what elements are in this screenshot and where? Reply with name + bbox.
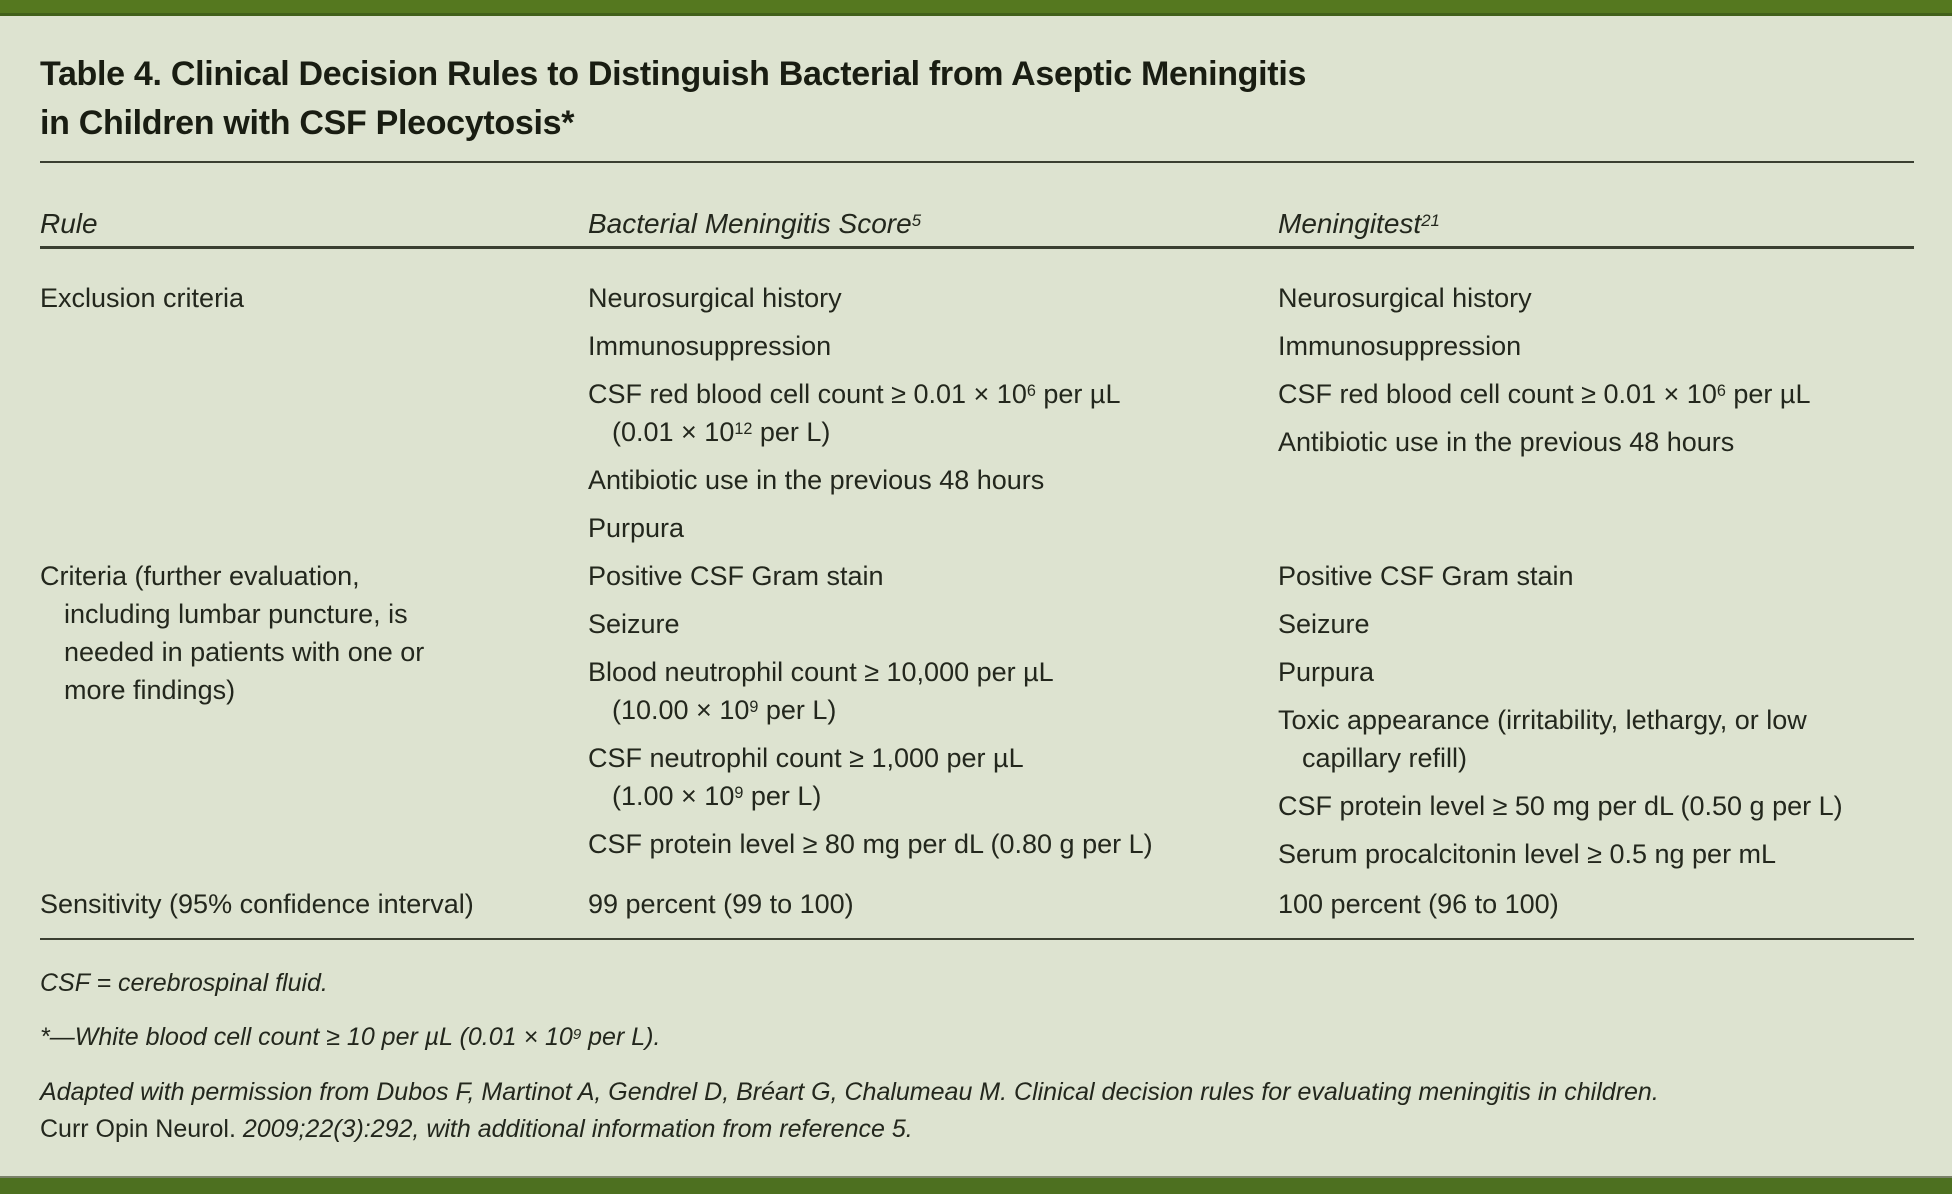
cell-bms-sensitivity — [588, 885, 1278, 923]
row-label — [40, 279, 588, 317]
row-label-continuation-line: needed in patients with one or — [64, 637, 425, 667]
footnote-text: *—White blood cell count ≥ 10 per µL (0.01 × 10 — [40, 1023, 573, 1051]
exponent-superscript: 6 — [1716, 382, 1726, 401]
criterion-line: Purpura — [588, 513, 685, 543]
bms-criterion — [588, 557, 1278, 595]
meningitest-criterion — [1278, 653, 1914, 691]
bms-sensitivity-value — [588, 885, 1278, 923]
table-body — [40, 249, 1914, 938]
cell-rule-sensitivity — [40, 885, 588, 923]
meningitest-criterion — [1278, 787, 1914, 825]
column-header-meningitest-reference-superscript: 21 — [1421, 210, 1440, 230]
exponent-superscript: 9 — [749, 698, 759, 717]
citation-line-1: Adapted with permission from Dubos F, Martinot A, Gendrel D, Bréart G, Chalumeau M. Clinical decision rules for evaluating meningitis in children. — [40, 1078, 1659, 1106]
table-title-line-1: Table 4. Clinical Decision Rules to Distinguish Bacterial from Aseptic Meningitis — [40, 55, 1307, 93]
column-header-bms-text: Bacterial Meningitis Score — [588, 208, 912, 239]
meningitest-criterion — [1278, 557, 1914, 595]
criterion-text: (10.00 × 10 — [612, 695, 750, 725]
cell-rule-exclusion — [40, 279, 588, 547]
footnote-citation — [40, 1074, 1914, 1148]
bms-criterion — [588, 739, 1278, 815]
column-header-rule: Rule — [40, 208, 98, 239]
table-title — [40, 50, 1914, 148]
bms-criterion — [588, 653, 1278, 729]
criterion-line: Immunosuppression — [588, 331, 832, 361]
criterion-line: Antibiotic use in the previous 48 hours — [1278, 427, 1735, 457]
table-footnotes — [40, 940, 1914, 1148]
table-title-line-2: in Children with CSF Pleocytosis* — [40, 104, 575, 142]
criterion-text: per µL — [1035, 379, 1121, 409]
bms-exclusion-criterion — [588, 509, 1278, 547]
cell-meningitest-exclusion — [1278, 279, 1914, 547]
column-header-bacterial-meningitis-score — [588, 207, 1278, 241]
criterion-continuation-line — [588, 691, 1278, 729]
value-line: 99 percent (99 to 100) — [588, 889, 854, 919]
row-label — [40, 885, 588, 923]
criterion-line: Serum procalcitonin level ≥ 0.5 ng per mL — [1278, 839, 1777, 869]
meningitest-criterion — [1278, 701, 1914, 777]
exponent-superscript: 9 — [572, 1025, 582, 1043]
table-row-criteria — [40, 557, 1914, 873]
exponent-superscript: 12 — [734, 420, 753, 439]
table-row-exclusion-criteria — [40, 279, 1914, 547]
row-label-continuation-line: including lumbar puncture, is — [64, 599, 408, 629]
criterion-line: CSF neutrophil count ≥ 1,000 per µL — [588, 743, 1024, 773]
criterion-line: Toxic appearance (irritability, lethargy, or low — [1278, 705, 1807, 735]
criterion-continuation-line — [588, 413, 1278, 451]
criterion-line: Antibiotic use in the previous 48 hours — [588, 465, 1045, 495]
value-line: 100 percent (96 to 100) — [1278, 889, 1559, 919]
criterion-line: Purpura — [1278, 657, 1375, 687]
bms-exclusion-criterion — [588, 279, 1278, 317]
criterion-line: Positive CSF Gram stain — [588, 561, 884, 591]
citation-journal-name: Curr Opin Neurol. — [40, 1115, 236, 1143]
table-content — [40, 0, 1914, 1148]
criterion-line — [1278, 375, 1914, 413]
table-row-sensitivity — [40, 885, 1914, 923]
meningitest-criterion — [1278, 835, 1914, 873]
criterion-line: Seizure — [588, 609, 680, 639]
meningitest-sensitivity-value — [1278, 885, 1914, 923]
exponent-superscript: 6 — [1026, 382, 1036, 401]
criterion-line: CSF protein level ≥ 50 mg per dL (0.50 g per L) — [1278, 791, 1843, 821]
cell-rule-criteria — [40, 557, 588, 873]
cell-meningitest-sensitivity — [1278, 885, 1914, 923]
row-label-line: Sensitivity (95% confidence interval) — [40, 889, 474, 919]
meningitest-exclusion-criterion — [1278, 327, 1914, 365]
bms-exclusion-criterion — [588, 327, 1278, 365]
bottom-accent-bar — [0, 1176, 1952, 1194]
criterion-text: per L) — [758, 695, 837, 725]
column-header-meningitest-text: Meningitest — [1278, 208, 1422, 239]
citation-line-2 — [40, 1111, 1914, 1148]
table-header-row — [40, 163, 1914, 246]
criterion-line: Neurosurgical history — [1278, 283, 1532, 313]
column-header-bms-reference-superscript: 5 — [911, 210, 922, 230]
meningitest-exclusion-criterion — [1278, 279, 1914, 317]
criterion-line: Blood neutrophil count ≥ 10,000 per µL — [588, 657, 1054, 687]
footnote-abbreviation: CSF = cerebrospinal fluid. — [40, 969, 328, 997]
meningitest-exclusion-criterion — [1278, 375, 1914, 413]
exponent-superscript: 9 — [734, 784, 744, 803]
column-header-meningitest — [1278, 207, 1914, 241]
criterion-line: CSF protein level ≥ 80 mg per dL (0.80 g per L) — [588, 829, 1153, 859]
criterion-text: per L) — [752, 417, 831, 447]
criterion-line: Seizure — [1278, 609, 1370, 639]
meningitest-criterion — [1278, 605, 1914, 643]
meningitest-exclusion-criterion — [1278, 423, 1914, 461]
row-label-line: Exclusion criteria — [40, 283, 245, 313]
criterion-line: Positive CSF Gram stain — [1278, 561, 1574, 591]
criterion-continuation-line: capillary refill) — [1302, 743, 1468, 773]
criterion-text: (0.01 × 10 — [612, 417, 735, 447]
footnote-text: per L). — [581, 1023, 661, 1051]
bms-criterion — [588, 825, 1278, 863]
citation-rest: 2009;22(3):292, with additional information from reference 5. — [235, 1115, 913, 1143]
criterion-text: per µL — [1725, 379, 1811, 409]
row-label — [40, 557, 588, 709]
criterion-text: CSF red blood cell count ≥ 0.01 × 10 — [588, 379, 1027, 409]
cell-bms-criteria — [588, 557, 1278, 873]
criterion-text: (1.00 × 10 — [612, 781, 735, 811]
bms-criterion — [588, 605, 1278, 643]
row-label-line: Criteria (further evaluation, — [40, 561, 360, 591]
row-label-continuation-line: more findings) — [64, 675, 236, 705]
criterion-line: Neurosurgical history — [588, 283, 842, 313]
criterion-text: per L) — [743, 781, 822, 811]
criterion-line — [588, 375, 1278, 413]
bms-exclusion-criterion — [588, 461, 1278, 499]
criterion-text: CSF red blood cell count ≥ 0.01 × 10 — [1278, 379, 1717, 409]
criterion-line: Immunosuppression — [1278, 331, 1522, 361]
criterion-continuation-line — [588, 777, 1278, 815]
cell-meningitest-criteria — [1278, 557, 1914, 873]
bms-exclusion-criterion — [588, 375, 1278, 451]
footnote-asterisk — [40, 1020, 1914, 1054]
cell-bms-exclusion — [588, 279, 1278, 547]
